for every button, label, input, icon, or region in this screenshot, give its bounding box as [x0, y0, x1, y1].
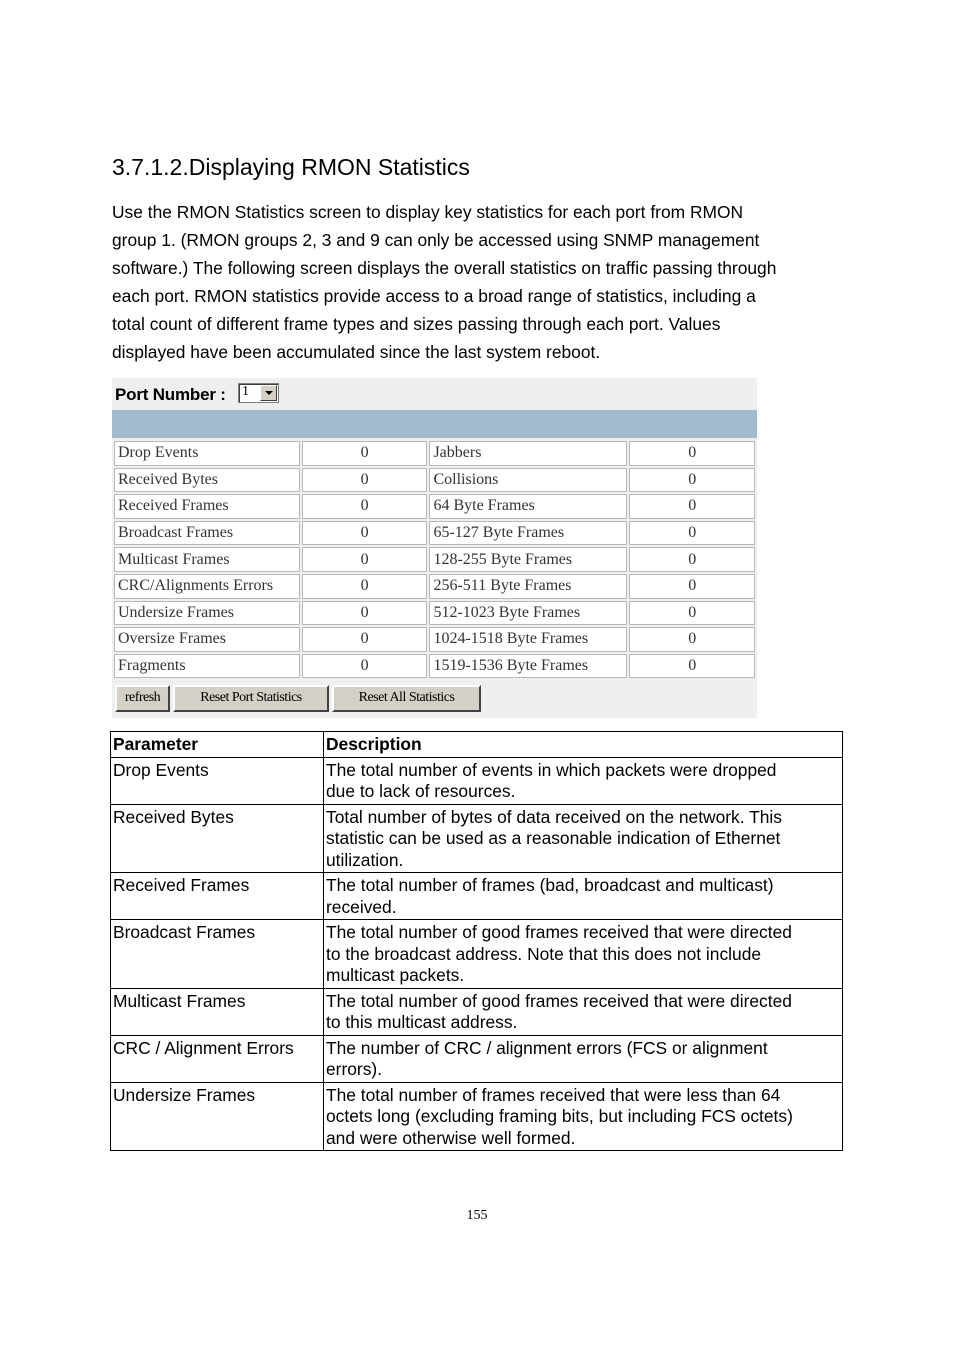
column-header-description: Description	[324, 732, 843, 758]
parameter-cell: Received Frames	[111, 873, 324, 920]
description-cell	[324, 920, 843, 989]
table-row	[111, 920, 843, 989]
stat-label: CRC/Alignments Errors	[114, 574, 300, 599]
stat-label: Oversize Frames	[114, 627, 300, 652]
description-line: The number of CRC / alignment errors (FCS or alignment	[326, 1037, 768, 1058]
stats-row	[114, 547, 755, 572]
parameter-cell: Broadcast Frames	[111, 920, 324, 989]
stat-value: 0	[629, 601, 755, 626]
description-cell	[324, 1035, 843, 1082]
intro-line: displayed have been accumulated since the last system reboot.	[112, 342, 601, 362]
stat-value: 0	[302, 441, 428, 466]
description-cell	[324, 988, 843, 1035]
description-cell	[324, 757, 843, 804]
stat-label: 128-255 Byte Frames	[429, 547, 627, 572]
stat-value: 0	[302, 468, 428, 493]
stat-value: 0	[629, 441, 755, 466]
table-row	[111, 1082, 843, 1151]
description-line: and were otherwise well formed.	[326, 1127, 576, 1148]
stat-value: 0	[302, 627, 428, 652]
stat-value: 0	[629, 574, 755, 599]
table-row	[111, 873, 843, 920]
stats-row	[114, 441, 755, 466]
parameter-cell: Undersize Frames	[111, 1082, 324, 1151]
table-row	[111, 988, 843, 1035]
description-line: The total number of frames (bad, broadcast and multicast)	[326, 875, 774, 895]
statistics-table	[112, 439, 757, 680]
stats-row	[114, 601, 755, 626]
description-line: received.	[326, 896, 397, 917]
stat-label: 1024-1518 Byte Frames	[429, 627, 627, 652]
parameter-description-table	[110, 731, 843, 1151]
parameter-cell: Multicast Frames	[111, 988, 324, 1035]
description-line: The total number of good frames received that were directed	[326, 990, 792, 1011]
stat-value: 0	[629, 494, 755, 519]
stat-label: 256-511 Byte Frames	[429, 574, 627, 599]
stat-value: 0	[302, 494, 428, 519]
stat-label: 1519-1536 Byte Frames	[429, 654, 627, 679]
stat-value: 0	[629, 654, 755, 679]
table-row	[111, 757, 843, 804]
description-line: to the broadcast address. Note that this does not include	[326, 943, 762, 964]
rmon-statistics-screenshot	[112, 378, 757, 718]
description-line: errors).	[326, 1059, 383, 1079]
stat-label: 64 Byte Frames	[429, 494, 627, 519]
stat-label: Received Frames	[114, 494, 300, 519]
stat-value: 0	[302, 654, 428, 679]
description-line: due to lack of resources.	[326, 781, 516, 801]
stats-row	[114, 654, 755, 679]
table-row	[111, 804, 843, 873]
section-heading: 3.7.1.2.Displaying RMON Statistics	[112, 154, 470, 180]
stat-label: Jabbers	[429, 441, 627, 466]
refresh-button[interactable]: refresh	[115, 685, 170, 712]
stats-row	[114, 494, 755, 519]
dropdown-arrow-icon[interactable]	[260, 385, 277, 401]
description-line: Total number of bytes of data received on the network. This	[326, 806, 782, 827]
stat-value: 0	[302, 521, 428, 546]
stats-row	[114, 468, 755, 493]
port-number-label: Port Number :	[115, 385, 226, 404]
description-line: The total number of good frames received that were directed	[326, 922, 792, 942]
stat-value: 0	[629, 547, 755, 572]
port-number-row	[112, 378, 757, 410]
column-header-parameter: Parameter	[111, 732, 324, 758]
description-cell	[324, 873, 843, 920]
parameter-cell: Drop Events	[111, 757, 324, 804]
stats-row	[114, 521, 755, 546]
button-row	[112, 685, 757, 715]
description-cell	[324, 1082, 843, 1151]
stat-value: 0	[302, 601, 428, 626]
port-number-value: 1	[242, 384, 249, 399]
description-line: statistic can be used as a reasonable indication of Ethernet	[326, 828, 781, 848]
description-line: The total number of frames received that were less than 64	[326, 1084, 781, 1105]
intro-line: Use the RMON Statistics screen to display key statistics for each port from RMON	[112, 202, 744, 222]
description-line: utilization.	[326, 849, 404, 870]
stat-label: 65-127 Byte Frames	[429, 521, 627, 546]
table-row	[111, 1035, 843, 1082]
description-line: The total number of events in which packets were dropped	[326, 759, 777, 780]
stat-value: 0	[629, 627, 755, 652]
intro-line: each port. RMON statistics provide access to a broad range of statistics, including a	[112, 286, 756, 306]
stats-row	[114, 574, 755, 599]
port-number-select[interactable]	[238, 383, 279, 403]
description-line: multicast packets.	[326, 965, 465, 985]
description-cell	[324, 804, 843, 873]
reset-all-statistics-button[interactable]: Reset All Statistics	[332, 685, 481, 712]
table-header-row	[111, 732, 843, 758]
stat-label: 512-1023 Byte Frames	[429, 601, 627, 626]
description-line: octets long (excluding framing bits, but including FCS octets)	[326, 1106, 793, 1126]
page-number: 155	[466, 1208, 488, 1223]
intro-line: total count of different frame types and sizes passing through each port. Values	[112, 314, 721, 334]
stat-label: Received Bytes	[114, 468, 300, 493]
stat-label: Undersize Frames	[114, 601, 300, 626]
stat-label: Fragments	[114, 654, 300, 679]
description-line: to this multicast address.	[326, 1012, 518, 1032]
intro-line: software.) The following screen displays the overall statistics on traffic passing through	[112, 258, 777, 278]
stats-row	[114, 627, 755, 652]
reset-port-statistics-button[interactable]: Reset Port Statistics	[173, 685, 329, 712]
parameter-cell: Received Bytes	[111, 804, 324, 873]
stat-value: 0	[629, 521, 755, 546]
stat-label: Multicast Frames	[114, 547, 300, 572]
parameter-cell: CRC / Alignment Errors	[111, 1035, 324, 1082]
stat-value: 0	[629, 468, 755, 493]
stat-value: 0	[302, 547, 428, 572]
stat-value: 0	[302, 574, 428, 599]
intro-line: group 1. (RMON groups 2, 3 and 9 can only be accessed using SNMP management	[112, 230, 760, 250]
stat-label: Collisions	[429, 468, 627, 493]
stat-label: Drop Events	[114, 441, 300, 466]
intro-paragraph	[112, 198, 842, 366]
stat-label: Broadcast Frames	[114, 521, 300, 546]
table-header-bar	[112, 410, 757, 438]
